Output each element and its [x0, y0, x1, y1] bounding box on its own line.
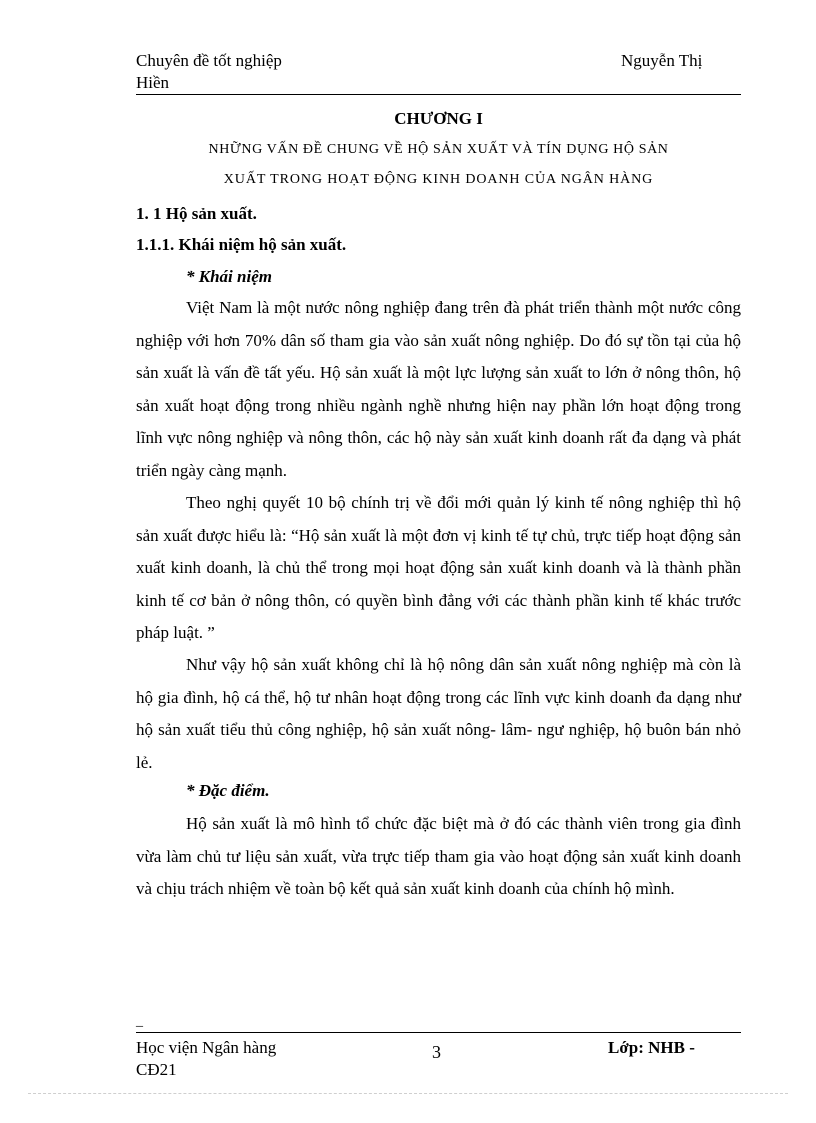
header-author-name: Nguyễn Thị: [621, 51, 703, 70]
subsection-heading: 1.1.1. Khái niệm hộ sản xuất.: [136, 235, 347, 254]
footer-institution: Học viện Ngân hàng: [136, 1038, 277, 1057]
header-author-surname: Hiền: [136, 73, 170, 92]
paragraph-features: Hộ sản xuất là mô hình tổ chức đặc biệt mà ở đó các thành viên trong gia đình vừa làm chủ tư liệu sản xuất, vừa trực tiếp tham gia vào hoạt động sản xuất kinh doanh và chịu trách nhiệm về toàn bộ kết quả sản xuất kinh doanh của chính hộ mình.: [136, 814, 741, 898]
paragraph-vietnam: Việt Nam là một nước nông nghiệp đang trên đà phát triển thành một nước công nghiệp với hơn 70% dân số tham gia vào sản xuất nông nghiệp. Do đó sự tồn tại của hộ sản xuất là vấn đề tất yếu. Hộ sản xuất là một lực lượng sản xuất to lớn ở nông thôn, hộ sản xuất hoạt động trong nhiều ngành nghề nhưng hiện nay phần lớn hoạt động trong lĩnh vực nông nghiệp và nông thôn, các hộ này sản xuất kinh doanh rất đa dạng và phát triển ngày càng mạnh.: [136, 298, 741, 480]
footer-class: Lớp: NHB -: [608, 1038, 695, 1057]
concept-heading: * Khái niệm: [186, 267, 272, 286]
footer-divider: [136, 1032, 741, 1033]
header-course-title: Chuyên đề tốt nghiệp: [136, 51, 282, 70]
chapter-subtitle-line1: NHỮNG VẤN ĐỀ CHUNG VỀ HỘ SẢN XUẤT VÀ TÍN DỤNG HỘ SẢN: [208, 142, 669, 157]
page-bottom-separator: [28, 1093, 788, 1094]
footer-cohort: CĐ21: [136, 1060, 177, 1079]
section-heading: 1. 1 Hộ sản xuất.: [136, 204, 257, 223]
chapter-subtitle-line2: XUẤT TRONG HOẠT ĐỘNG KINH DOANH CỦA NGÂN HÀNG: [223, 172, 654, 187]
page-number: 3: [432, 1042, 441, 1062]
feature-heading: * Đặc điểm.: [186, 781, 270, 800]
footer-dash: _: [136, 1014, 143, 1029]
paragraph-household-types: Như vậy hộ sản xuất không chỉ là hộ nông dân sản xuất nông nghiệp mà còn là hộ gia đình, hộ cá thể, hộ tư nhân hoạt động trong các lĩnh vực kinh doanh đa dạng như hộ sản xuất tiểu thủ công nghiệp, hộ sản xuất nông- lâm- ngư nghiệp, hộ buôn bán nhỏ lẻ.: [136, 655, 741, 772]
header-left: [136, 50, 282, 94]
paragraph-resolution: Theo nghị quyết 10 bộ chính trị về đổi mới quản lý kinh tế nông nghiệp thì hộ sản xuất được hiểu là: “Hộ sản xuất là một đơn vị kinh tế tự chủ, trực tiếp hoạt động sản xuất kinh doanh, là chủ thể trong mọi hoạt động sản xuất kinh doanh và là thành phần kinh tế cơ bản ở nông thôn, có quyền bình đẳng với các thành phần kinh tế khác trước pháp luật. ”: [136, 493, 741, 642]
chapter-title: CHƯƠNG I: [394, 109, 483, 128]
header-divider: [136, 94, 741, 95]
footer-left: [136, 1037, 276, 1081]
